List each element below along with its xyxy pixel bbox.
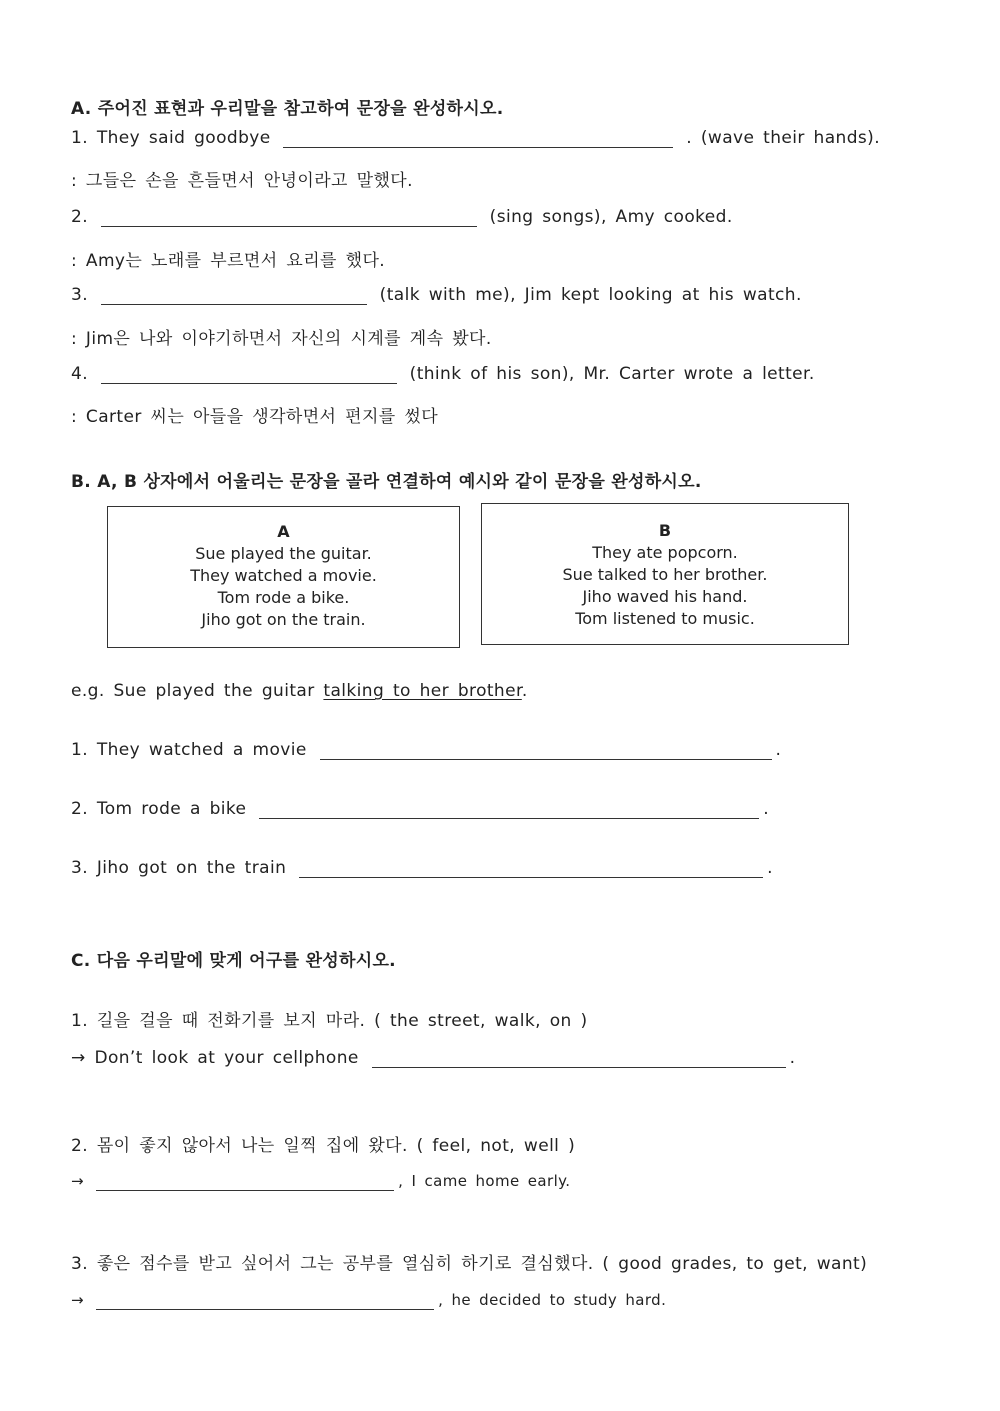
- box-b-line: Jiho waved his hand.: [582, 587, 748, 606]
- item-text-after: (sing songs), Amy cooked.: [489, 207, 733, 227]
- section-b-item-1: [71, 740, 781, 760]
- box-a-line: Jiho got on the train.: [201, 610, 366, 629]
- section-c-answer-1: [71, 1048, 795, 1068]
- box-a-title: A: [277, 522, 290, 541]
- box-b: [481, 503, 849, 645]
- item-text-after: (talk with me), Jim kept looking at his watch.: [379, 285, 802, 305]
- section-a-translation-2: : Amy는 노래를 부르면서 요리를 했다.: [71, 251, 386, 271]
- section-a-item-3: [71, 285, 802, 305]
- example-prefix: e.g. Sue played the guitar: [71, 681, 315, 701]
- section-b-heading: B. A, B 상자에서 어울리는 문장을 골라 연결하여 예시와 같이 문장을 완성하시오.: [71, 472, 702, 492]
- section-a-item-4: [71, 364, 815, 384]
- section-a-item-2: [71, 207, 733, 227]
- answer-input-a1[interactable]: [283, 129, 673, 148]
- answer-text-after: , I came home early.: [398, 1172, 571, 1190]
- box-b-line: Sue talked to her brother.: [562, 565, 768, 584]
- section-b-item-3: [71, 858, 773, 878]
- item-end: .: [767, 858, 773, 878]
- section-a-translation-4: : Carter 씨는 아들을 생각하면서 편지를 썼다: [71, 407, 439, 427]
- arrow-icon: →: [71, 1048, 86, 1068]
- section-c-heading: C. 다음 우리말에 맞게 어구를 완성하시오.: [71, 951, 396, 971]
- section-b-item-2: [71, 799, 769, 819]
- section-c-prompt-2: 2. 몸이 좋지 않아서 나는 일찍 집에 왔다. ( feel, not, well ): [71, 1136, 576, 1156]
- answer-input-c1[interactable]: [372, 1049, 786, 1068]
- answer-input-a4[interactable]: [101, 365, 397, 384]
- item-number: 1.: [71, 128, 89, 148]
- item-text-before: They said goodbye: [96, 128, 271, 148]
- box-b-line: Tom listened to music.: [575, 609, 755, 628]
- item-text: 3. Jiho got on the train: [71, 858, 287, 878]
- answer-input-a2[interactable]: [101, 208, 477, 227]
- section-a-translation-3: : Jim은 나와 이야기하면서 자신의 시계를 계속 봤다.: [71, 329, 492, 349]
- item-number: 2.: [71, 207, 89, 227]
- section-c-prompt-3: 3. 좋은 점수를 받고 싶어서 그는 공부를 열심히 하기로 결심했다. ( good grades, to get, want): [71, 1254, 868, 1274]
- answer-input-c3[interactable]: [96, 1291, 434, 1310]
- answer-input-b3[interactable]: [299, 859, 763, 878]
- section-a-heading: A. 주어진 표현과 우리말을 참고하여 문장을 완성하시오.: [71, 99, 504, 119]
- answer-text-before: Don’t look at your cellphone: [94, 1048, 359, 1068]
- item-end: .: [775, 740, 782, 760]
- arrow-icon: →: [71, 1291, 84, 1309]
- box-a: [107, 506, 460, 648]
- item-number: 4.: [71, 364, 89, 384]
- answer-text-after: , he decided to study hard.: [438, 1291, 667, 1309]
- example-suffix: .: [521, 681, 528, 701]
- item-text: 1. They watched a movie: [71, 740, 307, 760]
- item-text-after: (think of his son), Mr. Carter wrote a letter.: [409, 364, 815, 384]
- item-number: 3.: [71, 285, 89, 305]
- box-a-line: Tom rode a bike.: [217, 588, 350, 607]
- box-a-line: Sue played the guitar.: [195, 544, 372, 563]
- box-b-line: They ate popcorn.: [592, 543, 738, 562]
- example-sentence: [71, 681, 528, 701]
- box-a-line: They watched a movie.: [190, 566, 377, 585]
- answer-input-a3[interactable]: [101, 286, 367, 305]
- section-c-answer-2: [71, 1172, 570, 1191]
- section-c-prompt-1: 1. 길을 걸을 때 전화기를 보지 마라. ( the street, walk, on ): [71, 1011, 588, 1031]
- item-text-after: . (wave their hands).: [686, 128, 880, 148]
- section-a-translation-1: : 그들은 손을 흔들면서 안녕이라고 말했다.: [71, 171, 413, 191]
- item-end: .: [763, 799, 770, 819]
- answer-text-after: .: [789, 1048, 796, 1068]
- answer-input-b1[interactable]: [320, 741, 772, 760]
- answer-input-c2[interactable]: [96, 1172, 394, 1191]
- section-c-answer-3: [71, 1291, 666, 1310]
- example-answer: talking to her brother: [323, 681, 522, 701]
- section-a-item-1: [71, 128, 880, 148]
- item-text: 2. Tom rode a bike: [71, 799, 247, 819]
- box-b-title: B: [658, 521, 672, 540]
- arrow-icon: →: [71, 1172, 84, 1190]
- answer-input-b2[interactable]: [259, 800, 759, 819]
